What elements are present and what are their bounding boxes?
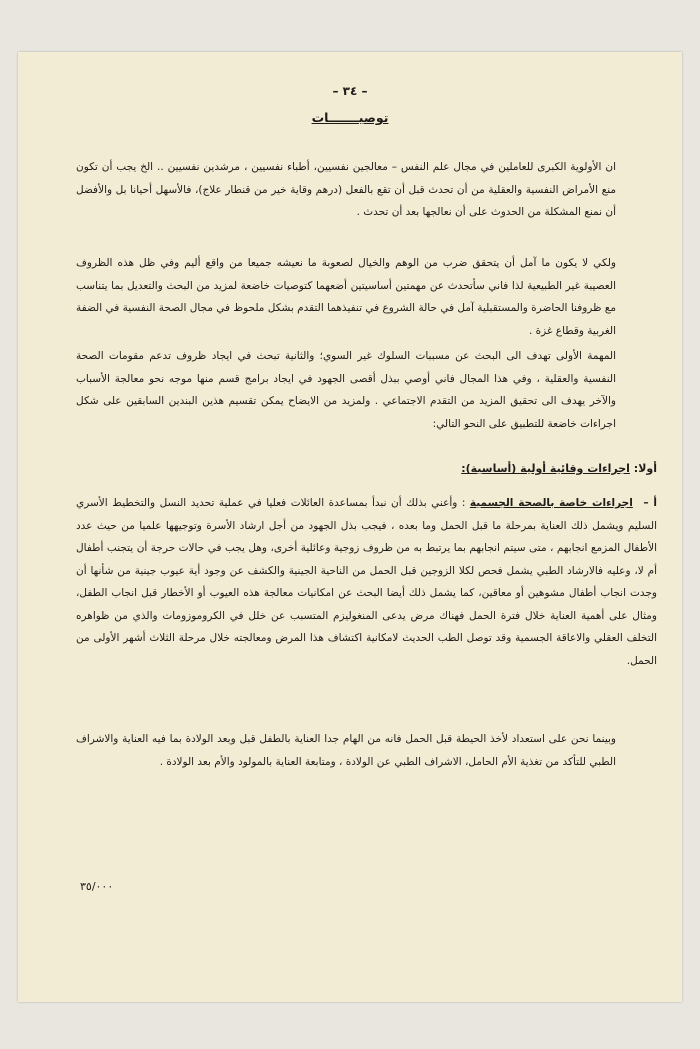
section-a: [76, 492, 657, 672]
heading-text: اجراءات وقائية أولية (أساسية):: [461, 462, 630, 475]
page-title: [18, 110, 682, 125]
paragraph-2: ولكي لا يكون ما آمل أن يتحقق ضرب من الوهم والخيال لصعوبة ما نعيشه جميعا من واقع أليم وفي ظل هذه الظروف العصيبة غير الطبيعية لذا فاني سأتحدث عن مهمتين أساسيتين أضعهما كتوصيات خاضعة لمزيد من البحث والتعديل بما يتناسب مع ظروفنا الحاضرة والمستقبلية آمل في حالة الشروع في تنفيذهما التقدم بشكل ملحوظ في مجال الصحة النفسية في الضفة الغربية وقطاع غزة .: [76, 257, 616, 337]
section-a-text: : وأعني بذلك أن نبدأ بمساعدة العائلات فعليا في عملية تحديد النسل والتخطيط الأسري السليم ويشمل ذلك العناية بمرحلة ما قبل الحمل وما بعده ، فيجب بذل الجهود من أجل ارشاد الأسرة وتوجيهها علميا من حيث عدد الأطفال المزمع انجابهم ، متى سيتم انجابهم بما يرتبط به من ظروف زوجية وعائلية أخرى، وهل يجب في حالات حرجة أن يتجنب أطفال أم لا، وعليه فالارشاد الطبي يشمل فحص لكلا الزوجين قبل الحمل من الناحية الجينية والكشف عن وجود أية عيوب جينية من شأنها أن وجدت انجاب أطفال مشوهين أو معاقين، كما يشمل ذلك أيضا البحث عن امكانيات معالجة هذه العيوب أو الأخطار قبل انجاب الطفل، ومثال على أهمية العناية خلال فترة الحمل فهناك مرض يدعى المنغوليزم المتسبب عن خلل في الكروموزومات والذي من ظواهره التخلف العقلي والاعاقة الجسمية وقد توصل الطب الحديث لامكانية اكتشاف هذا المرض ومعالجته خلال مرحلة الثلاث أشهر الأولى من الحمل.: [76, 497, 657, 667]
title-text: توصيـــــــات: [311, 110, 389, 125]
section-heading: [461, 462, 657, 475]
paragraph-5: وبينما نحن على استعداد لأخذ الحيطة قبل الحمل فانه من الهام جدا العناية بالطفل قبل وبعد الولادة بما فيه العناية والاشراف الطبي للتأكد من تغذية الأم الحامل، الاشراف الطبي عن الولادة ، ومتابعة العناية بالمولود والأم بعد الولادة .: [76, 733, 616, 768]
heading-prefix: أولا:: [633, 462, 657, 475]
section-a-letter: أ –: [643, 497, 658, 509]
document-page: [18, 52, 682, 1002]
footer-code: ٣٥/٠٠٠: [80, 880, 114, 893]
page-number: – ٣٤ –: [332, 84, 368, 98]
paragraph-3: المهمة الأولى تهدف الى البحث عن مسببات السلوك غير السوي؛ والثانية تبحث في ايجاد ظروف تدعم مقومات الصحة النفسية والعقلية ، وفي هذا المجال فاني أوصي ببذل أقصى الجهود في ايجاد برامج قسم منها موجه نحو معالجة الأسباب والآخر يهدف الى تحقيق المزيد من التقدم الاجتماعي . ولمزيد من الايضاح يمكن تقسيم هذين البندين السابقين على شكل اجراءات خاضعة للتطبيق على النحو التالي:: [76, 350, 616, 430]
paragraph-1: ان الأولوية الكبرى للعاملين في مجال علم النفس – معالجين نفسيين، أطباء نفسيين ، مرشدين نفسيين .. الخ يجب أن تكون منع الأمراض النفسية والعقلية من أن تحدث قبل أن تقع بالفعل (درهم وقاية خير من قنطار علاج)، فالأسهل أحيانا بل والأفضل أن نمنع المشكلة من الحدوث على أن نعالجها بعد أن تحدث .: [76, 161, 616, 218]
section-a-label: اجراءات خاصة بالصحة الجسمية: [469, 497, 633, 509]
